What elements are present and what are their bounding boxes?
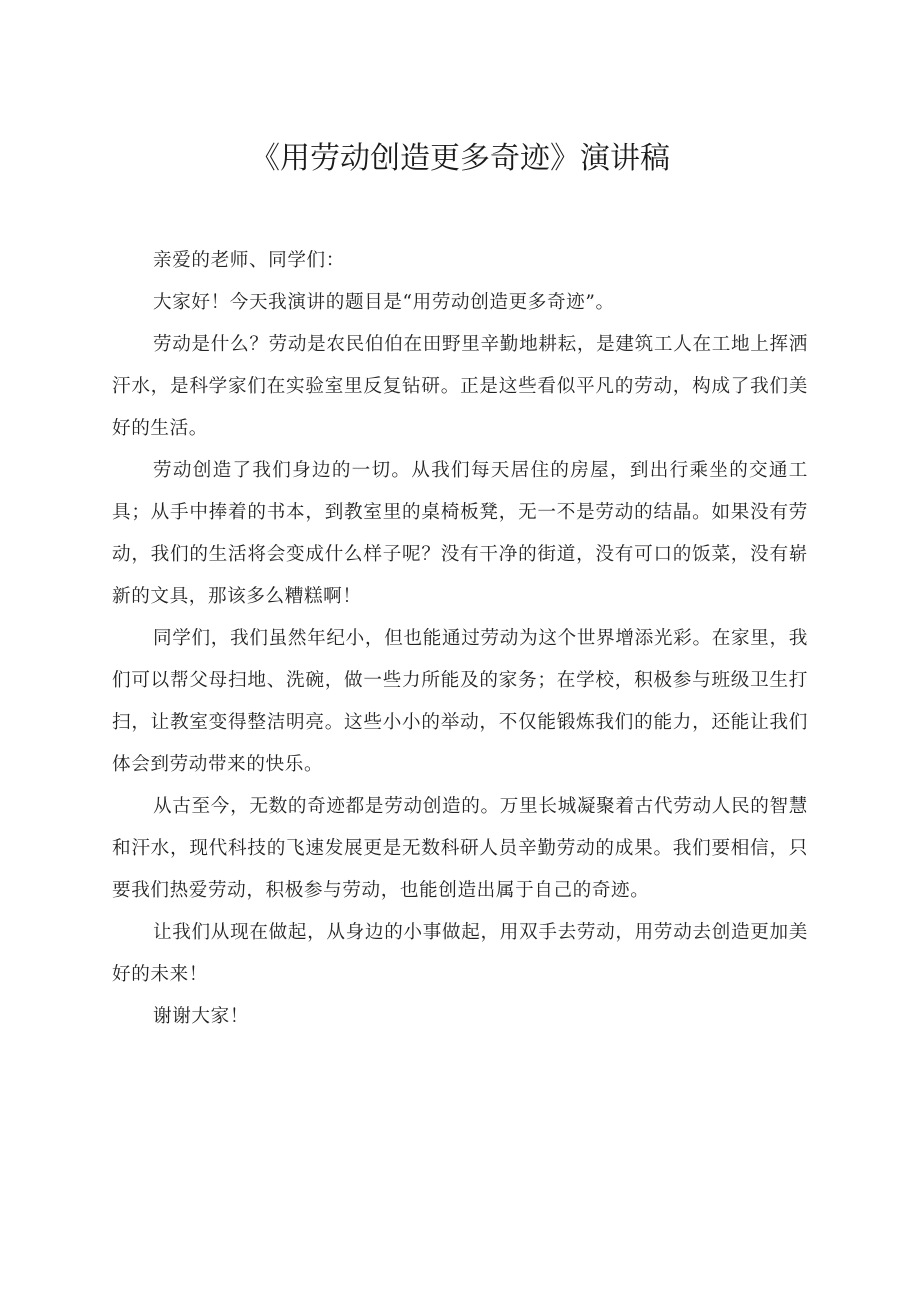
document-title: 《用劳动创造更多奇迹》演讲稿	[250, 141, 670, 176]
paragraph-greeting: 亲爱的老师、同学们：	[153, 250, 345, 271]
paragraph-labor-creates: 劳动创造了我们身边的一切。从我们每天居住的房屋，到出行乘坐的交通工具；从手中捧着的书本，到教室里的桌椅板凳，无一不是劳动的结晶。如果没有劳动，我们的生活将会变成什么样子呢？没有干净的街道，没有可口的饭菜，没有崭新的文具，那该多么糟糕啊！	[112, 460, 808, 607]
document-body	[112, 240, 808, 1038]
paragraph-call-to-action: 让我们从现在做起，从身边的小事做起，用双手去劳动，用劳动去创造更加美好的未来！	[112, 922, 808, 985]
paragraph-intro: 大家好！今天我演讲的题目是“用劳动创造更多奇迹”。	[153, 292, 615, 313]
paragraph-miracles: 从古至今，无数的奇迹都是劳动创造的。万里长城凝聚着古代劳动人民的智慧和汗水，现代科技的飞速发展更是无数科研人员辛勤劳动的成果。我们要相信，只要我们热爱劳动，积极参与劳动，也能创造出属于自己的奇迹。	[112, 796, 808, 901]
paragraph-what-is-labor: 劳动是什么？劳动是农民伯伯在田野里辛勤地耕耘，是建筑工人在工地上挥洒汗水，是科学家们在实验室里反复钻研。正是这些看似平凡的劳动，构成了我们美好的生活。	[112, 334, 808, 439]
paragraph-thanks: 谢谢大家！	[153, 1006, 249, 1027]
paragraph-students-labor: 同学们，我们虽然年纪小，但也能通过劳动为这个世界增添光彩。在家里，我们可以帮父母扫地、洗碗，做一些力所能及的家务；在学校，积极参与班级卫生打扫，让教室变得整洁明亮。这些小小的举动，不仅能锻炼我们的能力，还能让我们体会到劳动带来的快乐。	[112, 628, 808, 775]
